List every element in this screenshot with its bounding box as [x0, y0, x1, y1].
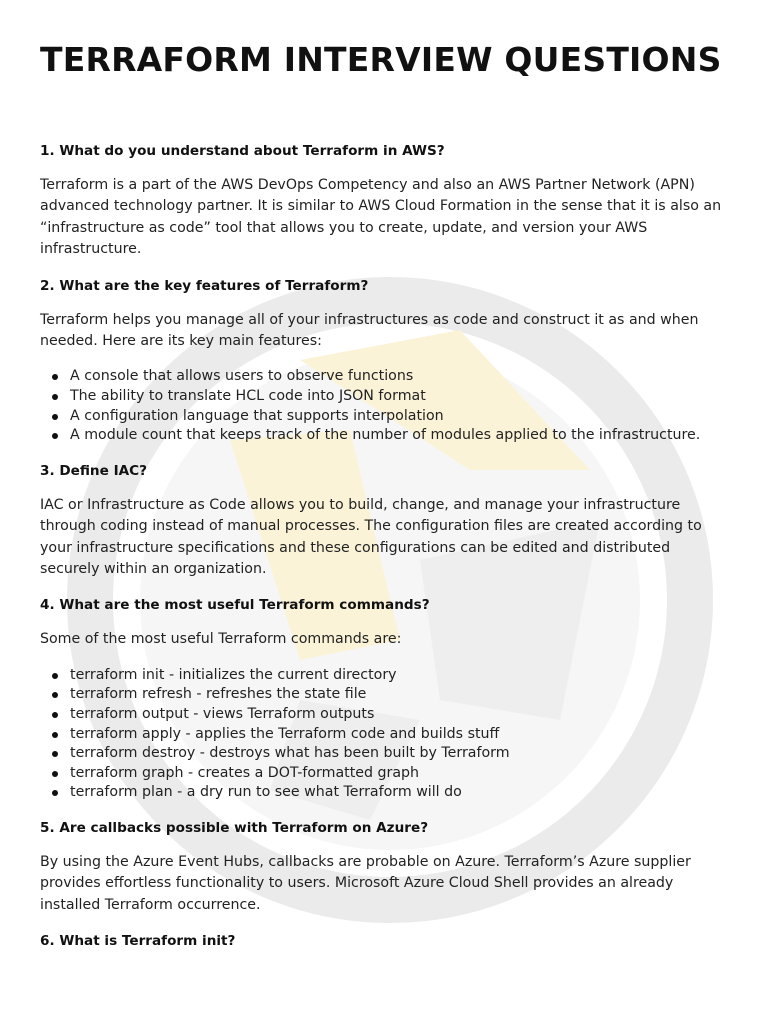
qa-section [40, 932, 728, 950]
qa-section [40, 596, 728, 803]
question-heading: 1. What do you understand about Terraform in AWS? [40, 143, 445, 159]
bullet-list [40, 666, 728, 803]
question-heading: 2. What are the key features of Terraform? [40, 277, 369, 294]
page-title: TERRAFORM INTERVIEW QUESTIONS [40, 40, 722, 79]
list-item: terraform plan - a dry run to see what Terraform will do [70, 783, 728, 803]
qa-section [40, 277, 728, 446]
qa-section [40, 819, 728, 916]
list-item: terraform graph - creates a DOT-formatted graph [70, 764, 728, 784]
list-item: A module count that keeps track of the number of modules applied to the infrastructure. [70, 426, 728, 446]
qa-sections [40, 142, 728, 950]
list-item: terraform init - initializes the current directory [70, 666, 728, 686]
question-heading: 5. Are callbacks possible with Terraform on Azure? [40, 820, 429, 836]
answer-paragraph: IAC or Infrastructure as Code allows you to build, change, and manage your infrastructure through coding instead of manual processes. The configuration files are created according to your infrastructure specifications and these configurations can be edited and distributed securely within an organization. [40, 496, 702, 578]
list-item: terraform apply - applies the Terraform code and builds stuff [70, 725, 728, 745]
qa-section [40, 142, 728, 261]
qa-section [40, 462, 728, 581]
answer-paragraph: Terraform helps you manage all of your infrastructures as code and construct it as and when needed. Here are its key main features: [40, 311, 699, 350]
answer-paragraph: By using the Azure Event Hubs, callbacks are probable on Azure. Terraform’s Azure supplier provides effortless functionality to users. Microsoft Azure Cloud Shell provides an already installed Terraform occurrence. [40, 854, 691, 913]
list-item: The ability to translate HCL code into JSON format [70, 387, 728, 407]
list-item: A console that allows users to observe functions [70, 367, 728, 387]
answer-paragraph: Some of the most useful Terraform commands are: [40, 631, 402, 648]
bullet-list [40, 367, 728, 445]
list-item: terraform output - views Terraform outputs [70, 705, 728, 725]
list-item: terraform refresh - refreshes the state file [70, 685, 728, 705]
list-item: terraform destroy - destroys what has been built by Terraform [70, 744, 728, 764]
answer-paragraph: Terraform is a part of the AWS DevOps Competency and also an AWS Partner Network (APN) advanced technology partner. It is similar to AWS Cloud Formation in the sense that it is also an “infrastructure as code” tool that allows you to create, update, and version your AWS infrastructure. [40, 177, 722, 258]
question-heading: 4. What are the most useful Terraform commands? [40, 597, 430, 614]
question-heading: 3. Define IAC? [40, 462, 148, 479]
list-item: A configuration language that supports interpolation [70, 407, 728, 427]
question-heading: 6. What is Terraform init? [40, 933, 236, 950]
